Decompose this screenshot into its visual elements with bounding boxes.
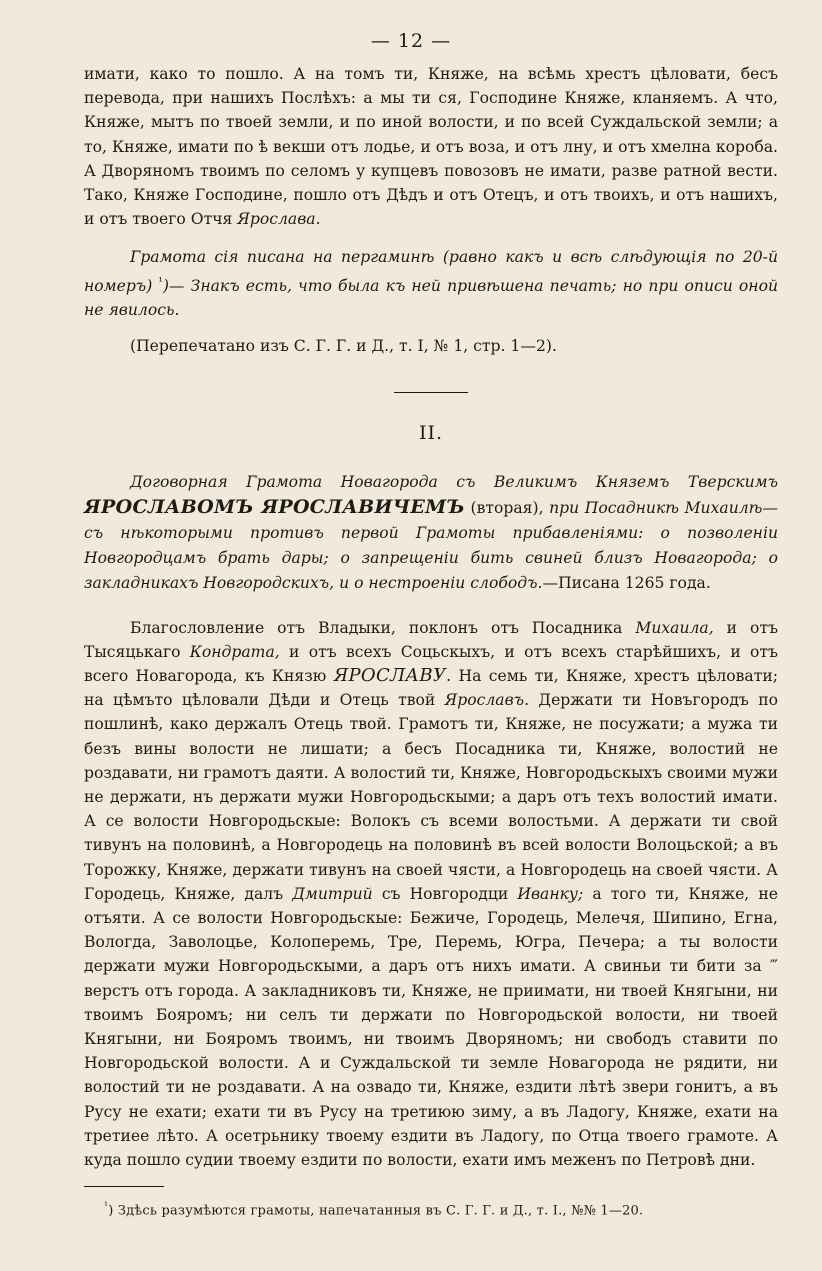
body-1: Благословление отъ Владыки, поклонъ отъ Посадника [130,618,636,637]
opening-paragraph [84,62,778,231]
name-yaroslava: Ярослава [237,210,316,229]
section-number: II. [418,422,444,445]
name-yaroslav: Ярославъ [444,691,525,710]
name-dmitriy: Дмитрий [292,884,373,903]
heading-date: —Писана 1265 года. [542,573,711,592]
heading-part-b: при Посадникѣ Михаилѣ—съ нѣкоторыми противъ первой Грамоты прибавленіями: о позволеніи Новгородцамъ брать дары; о запрещеніи бить свиней близъ Новагорода; о закладникахъ Новгородскихъ, и о нестроеніи слободъ. [84,498,779,592]
heading-caps: ЯРОСЛАВОМЪ ЯРОСЛАВИЧЕМЪ [84,495,465,518]
note-superscript: ¹ [158,274,163,288]
body-5: . Держати ти Новъгородъ по пошлинѣ, како держалъ Отець твой. Грамотъ ти, Княже, не посужати; а мужа ти безъ вины волости не лишати; а бесъ Посадника ти, Княже, волостий не роздавати, ни грамотъ даяти. А волостий ти, Княже, Новгородьскыхъ своими мужи не держати, нъ держати мужи Новгородьскыми; а даръ отъ техъ волостий имати. А се волости Новгородьскые: Волокъ съ всеми волостьми. А держати ти свой тивунъ на половинѣ, а Новгородець на половинѣ въ всей волости Волоцьской; а въ Торожку, Княже, держати тивунъ на своей чясти, а Новгородець на своей чясти. А Городець, Княже, далъ [84,691,778,903]
charter-note-b: )— Знакъ есть, что была къ ней привѣшена печать; но при описи оной не явилось. [84,276,778,320]
name-yaroslavu: ЯРОСЛАВУ [333,665,447,687]
body-2: и отъ Тысяцькаго [84,618,778,661]
page-content [84,62,778,1224]
charter-body [84,616,778,1173]
footnote [84,1195,778,1224]
section-divider [394,392,468,393]
page-number: — 12 — [370,30,452,52]
name-ivanku: Иванку; [517,884,584,903]
charter-note-a: Грамота сія писана на пергаминѣ (равно какъ и всѣ слѣдующія по 20-й номеръ) [84,248,778,295]
footnote-text: ) Здѣсь разумѣются грамоты, напечатанныя въ С. Г. Г. и Д., т. I., №№ 1—20. [108,1203,644,1219]
name-mikhail: Михаила, [635,618,714,637]
heading-part-a: Договорная Грамота Новагорода съ Великимъ Княземъ Тверскимъ [130,472,778,491]
opening-text-end: . [315,210,321,229]
body-6: съ Новгородци [372,884,518,903]
reprint-source: (Перепечатано изъ С. Г. Г. и Д., т. I, № 1, стр. 1—2). [130,337,557,356]
opening-text: имати, како то пошло. А на томъ ти, Княже, на всѣмь хрестъ цѣловати, бесъ перевода, при нашихъ Послѣхъ: а мы ти ся, Господине Княже, кланяемъ. А что, Княже, мытъ по твоей земли, и по иной волости, и по всей Суждальской земли; а то, Княже, имати по ѣ векши отъ лодье, и отъ воза, и отъ лну, и отъ хмелна короба. А Дворяномъ твоимъ по селомъ у купцевъ повозовъ не имати, разве ратной вести. Тако, Княже Господине, пошло отъ Дѣдъ и отъ Отецъ, и отъ твоихъ, и отъ нашихъ, и отъ твоего Отчя [84,65,778,229]
body-3: и отъ всехъ Соцьскыхъ, и отъ всехъ старѣйшихъ, и отъ всего Новагорода, къ Князю [84,642,778,686]
heading-paren: (вторая), [464,498,550,517]
footnote-marker: ¹ [104,1201,109,1213]
charter-note [84,245,778,322]
name-kondrat: Кондрата, [189,642,280,661]
section-heading [84,470,778,596]
body-7: а того ти, Княже, не отъяти. А се волости Новгородьскые: Бежиче, Городець, Мелечя, Шипино, Егна, Вологда, Заволоцье, Колоперемь, Тре, Перемь, Югра, Печера; а ты волости держати мужи Новгородьскыми, а даръ отъ нихъ имати. А свиньи ти бити за ‴ верстъ отъ города. А закладниковъ ти, Княже, не приимати, ни твоей Княгыни, ни твоимъ Бояромъ; ни селъ ти держати по Новгородьской волости, ни твоей Княгыни, ни Бояромъ твоимъ, ни твоимъ Дворяномъ; ни свободъ ставити по Новгородьской волости. А и Суждальской ти земле Новагорода не рядити, ни волостий ти не роздавати. А на озвадо ти, Княже, ездити лѣтѣ звери гонитъ, а въ Русу не ехати; ехати ти въ Русу на третиюю зиму, а въ Ладогу, Княже, ехати на третиее лѣто. А осетрьнику твоему ездити въ Ладогу, по Отца твоего грамоте. А куда пошло судии твоему ездити по волости, ехати имъ меженъ по Петровѣ дни. [84,884,778,1170]
body-4: . На семь ти, Княже, хрестъ цѣловати; на цѣмъто цѣловали Дѣди и Отець твой [84,667,778,710]
footnote-rule [84,1186,164,1187]
